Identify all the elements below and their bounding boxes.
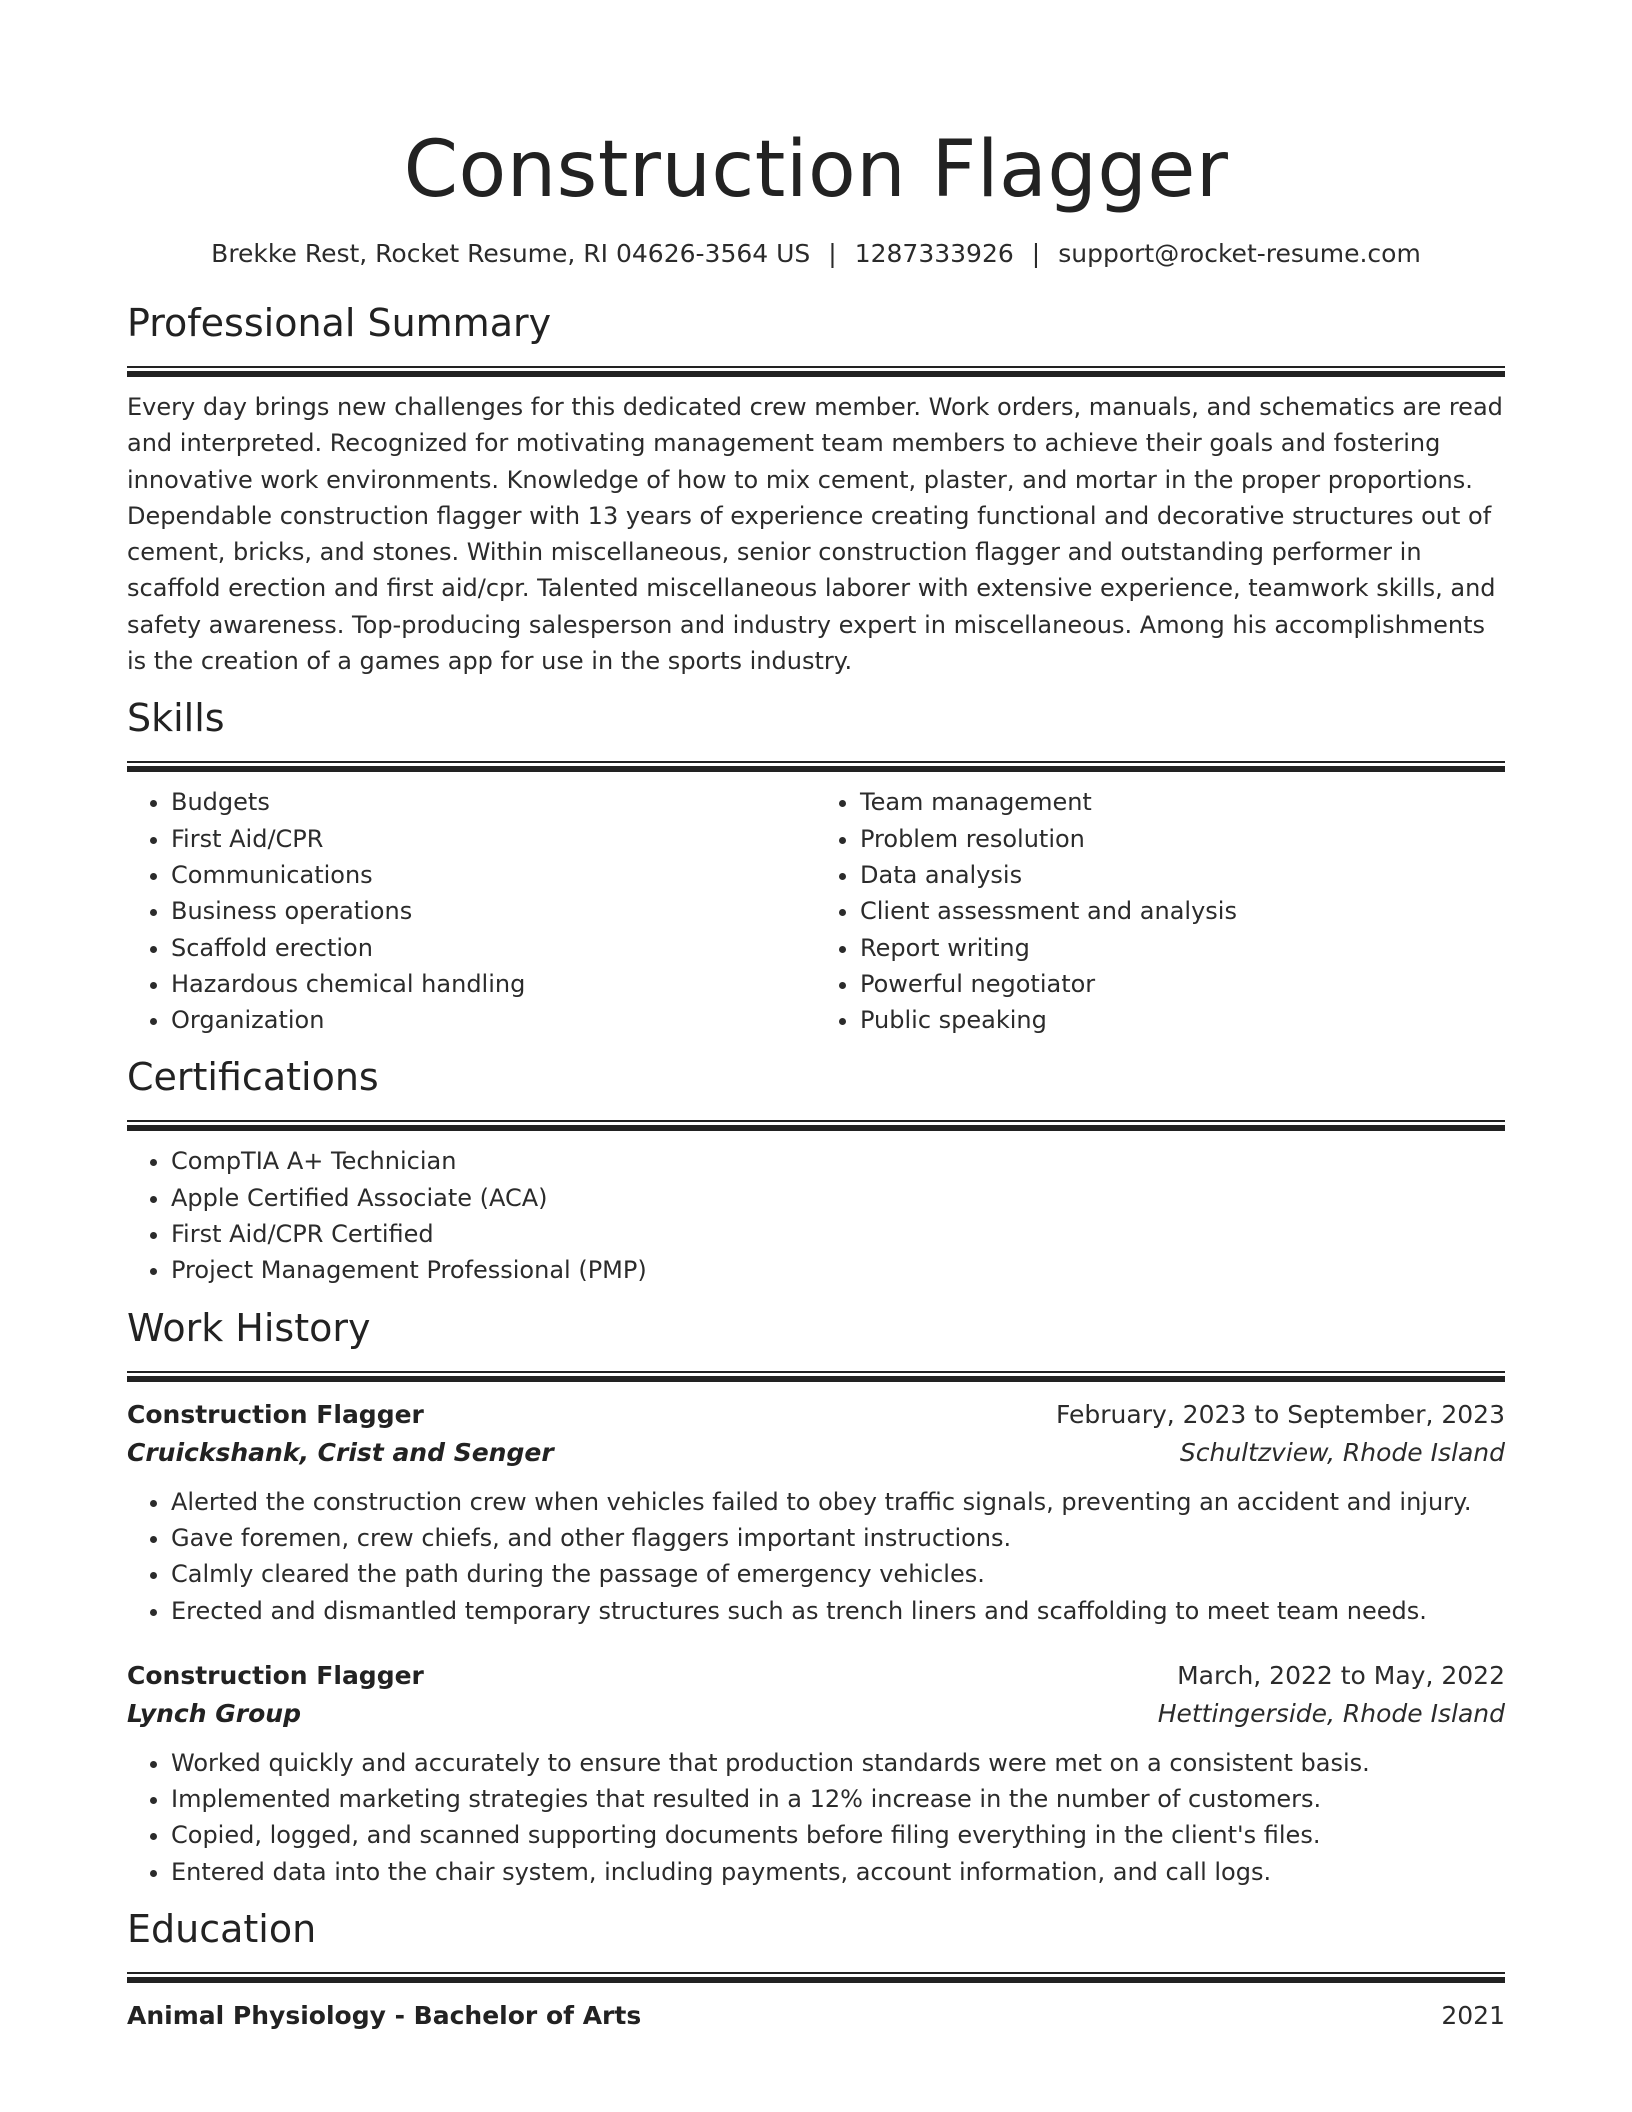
contact-line	[127, 236, 1505, 272]
section-divider	[127, 1371, 1505, 1382]
job-dates: March, 2022 to May, 2022	[1177, 1660, 1505, 1690]
education-entry	[127, 1997, 1505, 2035]
job-bullet: • Copied, logged, and scanned supporting documents before filing everything in the client's files.	[171, 1817, 1505, 1853]
job-location: Schultzview, Rhode Island	[1179, 1437, 1505, 1467]
contact-separator: |	[1031, 239, 1041, 268]
job-entry	[127, 1396, 1505, 1629]
skill-item: • Problem resolution	[860, 821, 1505, 857]
section-title-work-history: Work History	[127, 1305, 371, 1350]
skill-item: • Powerful negotiator	[860, 966, 1505, 1002]
skill-item: • Public speaking	[860, 1002, 1505, 1038]
job-bullet: • Implemented marketing strategies that resulted in a 12% increase in the number of customers.	[171, 1781, 1505, 1817]
section-title-skills: Skills	[127, 696, 225, 741]
section-divider	[127, 366, 1505, 377]
education-year: 2021	[1441, 2001, 1505, 2031]
skills-section	[127, 693, 1505, 1038]
job-company: Cruickshank, Crist and Senger	[127, 1437, 554, 1467]
contact-phone: 1287333926	[854, 239, 1014, 268]
skill-item: • Team management	[860, 784, 1505, 820]
section-title-summary: Professional Summary	[127, 301, 552, 345]
skill-item: • Organization	[171, 1002, 816, 1038]
certification-item: • CompTIA A+ Technician	[171, 1143, 1505, 1179]
skill-item: • Scaffold erection	[171, 930, 816, 966]
job-company: Lynch Group	[127, 1698, 301, 1728]
section-divider	[127, 761, 1505, 772]
education-section	[127, 1904, 1505, 2035]
job-location: Hettingerside, Rhode Island	[1157, 1698, 1505, 1728]
skill-item: • Communications	[171, 857, 816, 893]
contact-email: support@rocket-resume.com	[1058, 239, 1421, 268]
section-divider	[127, 1972, 1505, 1983]
skill-item: • Client assessment and analysis	[860, 893, 1505, 929]
job-dates: February, 2023 to September, 2023	[1056, 1399, 1505, 1429]
skill-item: • First Aid/CPR	[171, 821, 816, 857]
skills-grid	[127, 784, 1505, 1038]
skills-column-right	[816, 784, 1505, 1038]
job-bullets	[127, 1484, 1505, 1629]
contact-separator: |	[828, 239, 837, 268]
contact-address: Brekke Rest, Rocket Resume, RI 04626-3564 US	[211, 239, 811, 268]
certification-item: • Project Management Professional (PMP)	[171, 1252, 1505, 1288]
skills-column-left	[127, 784, 816, 1038]
skills-list-left	[127, 784, 816, 1038]
section-title-certifications: Certifications	[127, 1055, 379, 1100]
job-bullets	[127, 1745, 1505, 1890]
job-title: Construction Flagger	[127, 1399, 424, 1429]
job-header	[127, 1657, 1505, 1695]
skill-item: • Business operations	[171, 893, 816, 929]
skills-list-right	[816, 784, 1505, 1038]
work-history-section	[127, 1303, 1505, 1890]
certifications-list	[127, 1143, 1505, 1288]
section-divider	[127, 1120, 1505, 1131]
job-entry	[127, 1657, 1505, 1890]
job-bullet: • Calmly cleared the path during the passage of emergency vehicles.	[171, 1556, 1505, 1592]
job-title: Construction Flagger	[127, 1660, 424, 1690]
job-bullet: • Entered data into the chair system, including payments, account information, and call logs.	[171, 1854, 1505, 1890]
skill-item: • Data analysis	[860, 857, 1505, 893]
section-title-education: Education	[127, 1907, 317, 1952]
job-header	[127, 1396, 1505, 1434]
summary-section	[127, 298, 1505, 679]
certification-item: • Apple Certified Associate (ACA)	[171, 1180, 1505, 1216]
job-bullet: • Worked quickly and accurately to ensure that production standards were met on a consistent basis.	[171, 1745, 1505, 1781]
job-bullet: • Alerted the construction crew when vehicles failed to obey traffic signals, preventing an accident and injury.	[171, 1484, 1505, 1520]
skill-item: • Hazardous chemical handling	[171, 966, 816, 1002]
job-bullet: • Erected and dismantled temporary structures such as trench liners and scaffolding to meet team needs.	[171, 1593, 1505, 1629]
skill-item: • Report writing	[860, 930, 1505, 966]
resume-name: Construction Flagger	[403, 125, 1229, 215]
job-subheader	[127, 1695, 1505, 1733]
job-subheader	[127, 1434, 1505, 1472]
certifications-section	[127, 1052, 1505, 1288]
skill-item: • Budgets	[171, 784, 816, 820]
certification-item: • First Aid/CPR Certified	[171, 1216, 1505, 1252]
job-bullet: • Gave foremen, crew chiefs, and other flaggers important instructions.	[171, 1520, 1505, 1556]
education-degree: Animal Physiology - Bachelor of Arts	[127, 2001, 642, 2031]
summary-text: Every day brings new challenges for this dedicated crew member. Work orders, manuals, and schematics are read and interpreted. Recognized for motivating management team members to achieve their goals and fostering innovative work environments. Knowledge of how to mix cement, plaster, and mortar in the proper proportions. Dependable construction flagger with 13 years of experience creating functional and decorative structures out of cement, bricks, and stones. Within miscellaneous, senior construction flagger and outstanding performer in scaffold erection and first aid/cpr. Talented miscellaneous laborer with extensive experience, teamwork skills, and safety awareness. Top-producing salesperson and industry expert in miscellaneous. Among his accomplishments is the creation of a games app for use in the sports industry.	[127, 393, 1503, 676]
